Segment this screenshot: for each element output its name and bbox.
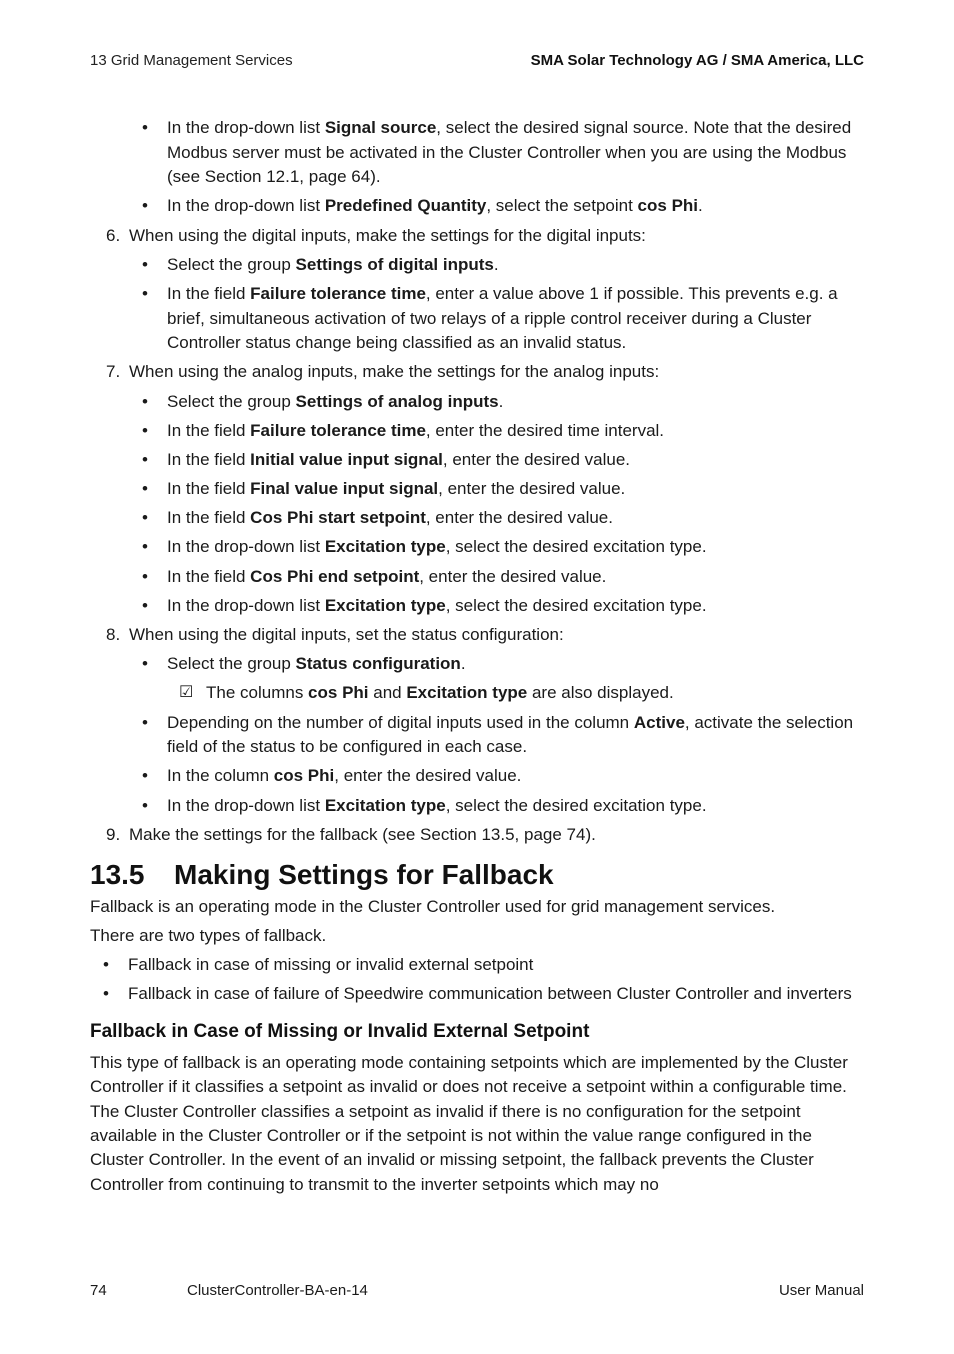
list-item: • In the field Cos Phi start setpoint, enter the desired value. [90,506,864,531]
subsection-heading: Fallback in Case of Missing or Invalid External Setpoint [90,1020,590,1042]
section-heading: 13.5 Making Settings for Fallback [90,859,554,891]
header-company: SMA Solar Technology AG / SMA America, LLC [530,52,864,69]
header-chapter: 13 Grid Management Services [90,52,293,69]
list-item: • Select the group Status configuration. [90,652,864,677]
list-item: • In the field Cos Phi end setpoint, enter the desired value. [90,565,864,590]
list-item: • In the drop-down list Signal source, select the desired signal source. Note that the desired Modbus server must be activated in the Cluster Controller when you are using the Modbus (see Section 12.1, page 64). [90,116,864,190]
list-item: • In the drop-down list Excitation type, select the desired excitation type. [90,594,864,619]
list-item: • In the column cos Phi, enter the desired value. [90,764,864,789]
list-item: • In the field Failure tolerance time, enter the desired time interval. [90,419,864,444]
list-item: • In the drop-down list Excitation type, select the desired excitation type. [90,535,864,560]
paragraph: Fallback is an operating mode in the Cluster Controller used for grid management services. [90,897,776,917]
list-item: • In the drop-down list Predefined Quantity, select the setpoint cos Phi. [90,194,864,219]
list-item: • Fallback in case of missing or invalid external setpoint [90,953,864,978]
step-7: 7. When using the analog inputs, make the settings for the analog inputs: [106,362,660,382]
step-9: 9. Make the settings for the fallback (see Section 13.5, page 74). [106,824,596,844]
list-item: • Select the group Settings of digital inputs. [90,253,864,278]
list-item: • In the field Initial value input signal, enter the desired value. [90,448,864,473]
step-8: 8. When using the digital inputs, set the status configuration: [106,625,564,644]
paragraph: This type of fallback is an operating mode containing setpoints which are implemented by the Cluster Controller if it classifies a setpoint as invalid or does not receive a setpoint within a configurable time. The Cluster Controller classifies a setpoint as invalid if there is no configuration for the setpoint available in the Cluster Controller or if the setpoint is not within the value range configured in the Cluster Controller. In the event of an invalid or missing setpoint, the fallback prevents the Cluster Controller from continuing to transmit to the inverter setpoints which may no [90,1052,848,1194]
list-item: • Fallback in case of failure of Speedwire communication between Cluster Controller and inverters [90,982,864,1007]
list-item: • In the drop-down list Excitation type, select the desired excitation type. [90,794,864,819]
page-number: 74 [90,1282,107,1299]
document-id: ClusterController-BA-en-14 [187,1282,368,1299]
list-item: • Depending on the number of digital inputs used in the column Active, activate the selection field of the status to be configured in each case. [90,711,864,760]
list-item: • In the field Final value input signal, enter the desired value. [90,477,864,502]
paragraph: There are two types of fallback. [90,926,327,946]
list-item: • In the field Failure tolerance time, enter a value above 1 if possible. This prevents e.g. a brief, simultaneous activation of two relays of a ripple control receiver during a Cluster Controller status change being classified as an invalid status. [90,282,864,356]
result-item: ☑ The columns cos Phi and Excitation type are also displayed. [90,681,864,706]
checkbox-icon: ☑ [179,684,194,702]
page-content [90,116,864,1197]
step-6: 6. When using the digital inputs, make the settings for the digital inputs: [106,225,646,245]
document-type: User Manual [778,1282,864,1299]
list-item: • Select the group Settings of analog inputs. [90,390,864,415]
